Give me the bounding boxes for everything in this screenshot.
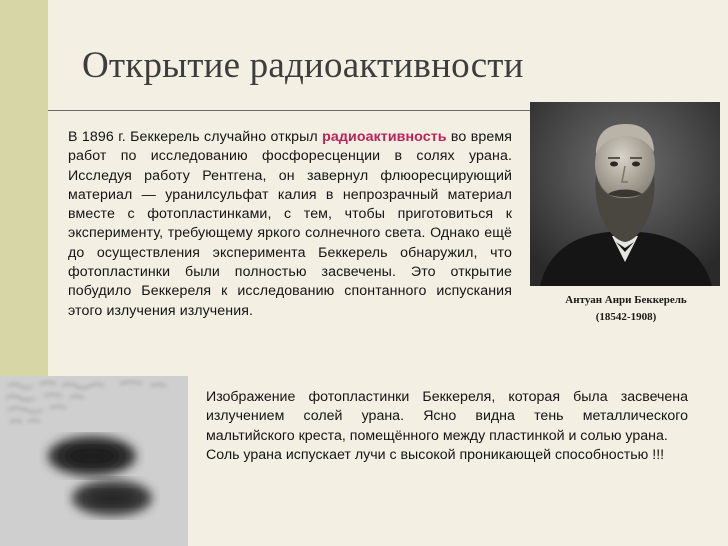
photographic-plate-image	[0, 376, 188, 546]
title-divider	[48, 110, 600, 111]
main-paragraph-rest: во время работ по исследованию фосфоресценции в солях урана. Исследуя работу Рентгена, он завернул флюоресцирующий материал — уранилсульфат калия в непрозрачный материал вместе с фотопластинками, с тем, чтобы приготовиться к эксперименту, требующему яркого солнечного света. Однако ещё до осуществления эксперимента Беккерель обнаружил, что фотопластинки были полностью засвечены. Это открытие побудило Беккереля к исследованию спонтанного испускания этого излучения излучения.	[68, 129, 512, 319]
radioactivity-keyword: радиоактивность	[322, 129, 447, 145]
caption-years: (18542-1908)	[595, 311, 657, 323]
photographic-plate-photo	[0, 376, 188, 546]
plate-description: Изображение фотопластинки Беккереля, которая была засвечена излучением солей урана. Ясно видна тень металлического мальтийского креста, помещённого между пластинкой и солью урана.	[206, 389, 688, 444]
plate-conclusion: Соль урана испускает лучи с высокой проникающей способностью !!!	[206, 446, 665, 463]
slide-title: Открытие радиоактивности	[82, 45, 524, 86]
plate-description-block	[206, 388, 688, 465]
main-paragraph-start: В 1896 г. Беккерель случайно открыл	[68, 129, 323, 145]
portrait-caption	[524, 292, 728, 326]
becquerel-portrait	[530, 102, 720, 286]
caption-name: Антуан Анри Беккерель	[565, 294, 687, 306]
portrait-photo	[530, 102, 720, 286]
main-paragraph	[68, 128, 512, 321]
